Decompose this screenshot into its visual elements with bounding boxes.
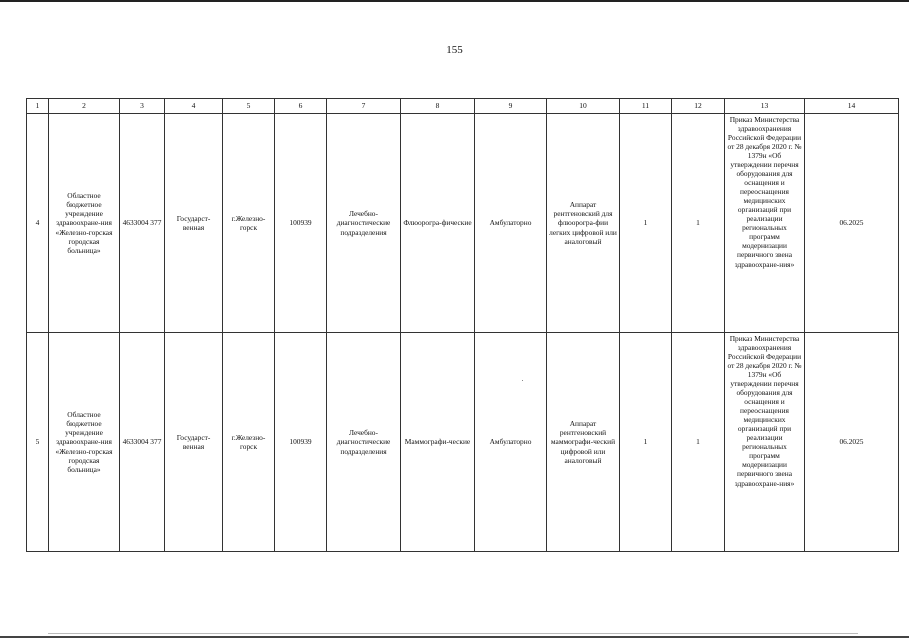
table-row xyxy=(27,114,899,333)
city-cell: г.Железно-горск xyxy=(223,114,275,333)
quantity-cell: 1 xyxy=(672,114,725,333)
column-header: 12 xyxy=(672,99,725,114)
care-cell: Амбулаторно xyxy=(475,333,547,552)
type-cell: Маммографи-ческие xyxy=(401,333,475,552)
basis-cell: Приказ Министерства здравоохранения Российской Федерации от 28 декабря 2020 г. № 1379н «Об утверждении перечня оборудования для оснащения и переоснащения медицинских организаций при реализации региональных программ модернизации первичного звена здравоохране-ния» xyxy=(725,333,805,552)
column-header: 4 xyxy=(165,99,223,114)
bottom-faint-line xyxy=(48,633,858,634)
column-header: 13 xyxy=(725,99,805,114)
date-cell: 06.2025 xyxy=(805,114,899,333)
index-cell: 100939 xyxy=(275,114,327,333)
bottom-border-line xyxy=(0,636,909,638)
code-cell: 4633004 377 xyxy=(120,114,165,333)
care-cell: Амбулаторно xyxy=(475,114,547,333)
date-cell: 06.2025 xyxy=(805,333,899,552)
code-cell: 4633004 377 xyxy=(120,333,165,552)
equipment-cell: Аппарат рентгеновский маммографи-ческий цифровой или аналоговый xyxy=(547,333,620,552)
basis-cell: Приказ Министерства здравоохранения Российской Федерации от 28 декабря 2020 г. № 1379н «Об утверждении перечня оборудования для оснащения и переоснащения медицинских организаций при реализации региональных программ модернизации первичного звена здравоохране-ния» xyxy=(725,114,805,333)
organization-cell: Областное бюджетное учреждение здравоохране-ния «Железно-горская городская больница» xyxy=(49,333,120,552)
column-header: 3 xyxy=(120,99,165,114)
column-header: 6 xyxy=(275,99,327,114)
unit-cell: Лечебно-диагностические подразделения xyxy=(327,333,401,552)
quantity-cell: 1 xyxy=(620,114,672,333)
column-header: 14 xyxy=(805,99,899,114)
column-header: 7 xyxy=(327,99,401,114)
unit-cell: Лечебно-диагностические подразделения xyxy=(327,114,401,333)
equipment-table xyxy=(26,98,899,552)
column-header: 10 xyxy=(547,99,620,114)
table-row xyxy=(27,333,899,552)
row-number-cell: 5 xyxy=(27,333,49,552)
column-header: 2 xyxy=(49,99,120,114)
column-header: 5 xyxy=(223,99,275,114)
header-row xyxy=(27,99,899,114)
organization-cell: Областное бюджетное учреждение здравоохране-ния «Железно-горская городская больница» xyxy=(49,114,120,333)
quantity-cell: 1 xyxy=(620,333,672,552)
index-cell: 100939 xyxy=(275,333,327,552)
top-border-line xyxy=(0,0,909,2)
column-header: 11 xyxy=(620,99,672,114)
ownership-cell: Государст-венная xyxy=(165,333,223,552)
scan-speck xyxy=(522,380,523,381)
column-header: 8 xyxy=(401,99,475,114)
equipment-cell: Аппарат рентгеновский для флюорогра-фии легких цифровой или аналоговый xyxy=(547,114,620,333)
page-number: 155 xyxy=(446,44,463,56)
column-header: 1 xyxy=(27,99,49,114)
quantity-cell: 1 xyxy=(672,333,725,552)
city-cell: г.Железно-горск xyxy=(223,333,275,552)
ownership-cell: Государст-венная xyxy=(165,114,223,333)
type-cell: Флюорогра-фические xyxy=(401,114,475,333)
column-header: 9 xyxy=(475,99,547,114)
row-number-cell: 4 xyxy=(27,114,49,333)
